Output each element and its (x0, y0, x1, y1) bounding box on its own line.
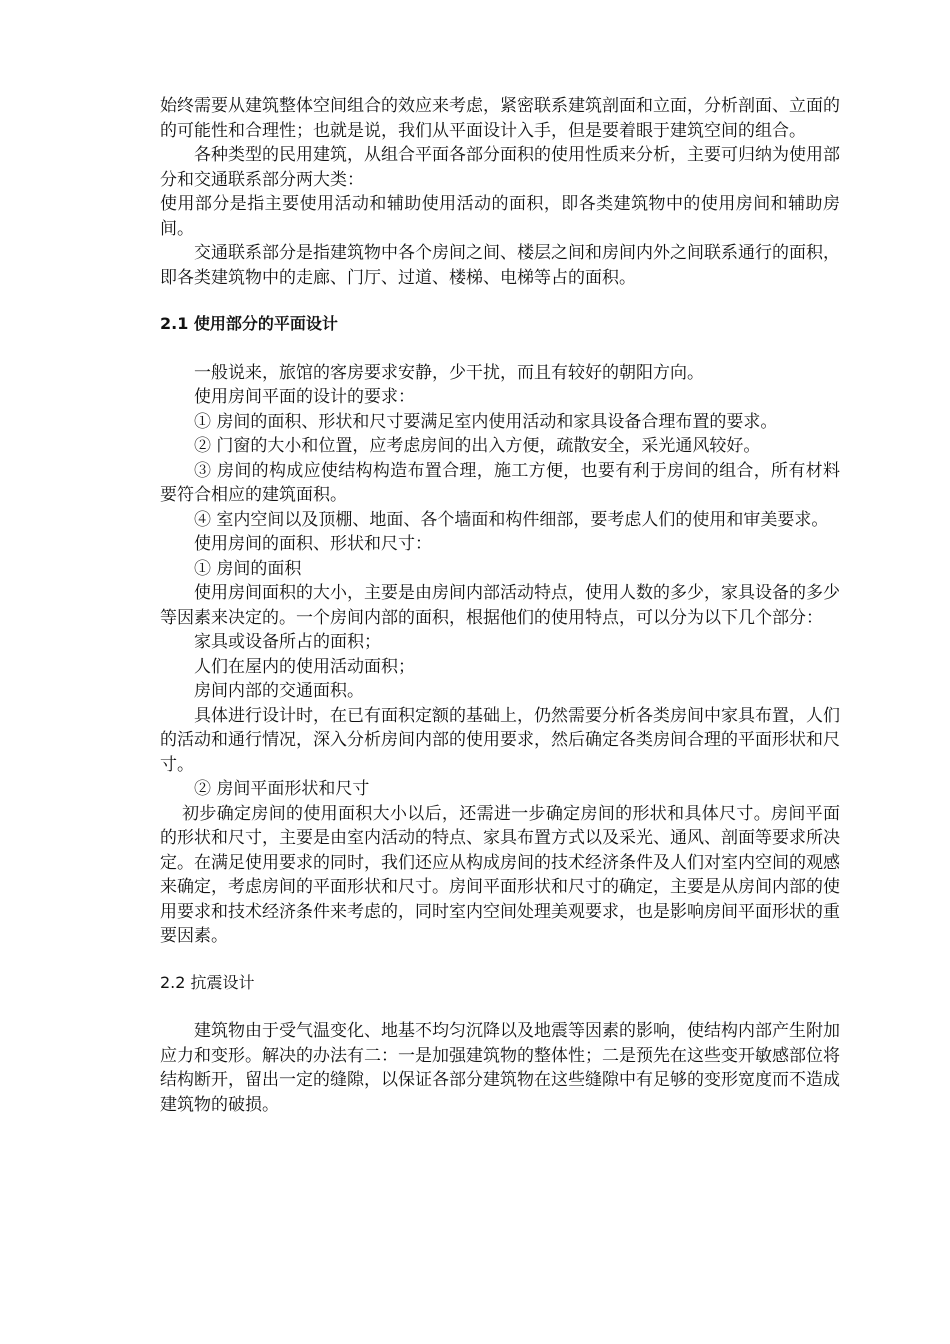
section-heading-2-2: 2.2 抗震设计 (160, 972, 255, 992)
section1-paragraph: 一般说来，旅馆的客房要求安静，少干扰，而且有较好的朝阳方向。 (194, 362, 704, 383)
section2-paragraph: 建筑物由于受气温变化、地基不均匀沉降以及地震等因素的影响，使结构内部产生附加应力和变形。解决的办法有二：一是加强建筑物的整体性；二是预先在这些变开敏感部位将结构断开，留出一定的缝隙，以保证各部分建筑物在这些缝隙中有足够的变形宽度而不造成建筑物的破损。 (160, 1021, 840, 1115)
section1-paragraph: 使用房间平面的设计的要求： (194, 387, 415, 407)
intro-paragraph-2: 各种类型的民用建筑，从组合平面各部分面积的使用性质来分析，主要可归纳为使用部分和交通联系部分两大类： (160, 145, 840, 190)
section1-list-item: 人们在屋内的使用活动面积； (194, 656, 415, 677)
section1-paragraph: 使用房间面积的大小，主要是由房间内部活动特点，使用人数的多少，家具设备的多少等因素来决定的。一个房间内部的面积，根据他们的使用特点，可以分为以下几个部分： (160, 583, 840, 628)
section-heading-2-1: 2.1 使用部分的平面设计 (160, 314, 338, 333)
section1-list-item: ① 房间的面积、形状和尺寸要满足室内使用活动和家具设备合理布置的要求。 (194, 411, 778, 432)
section1-list-item: ② 门窗的大小和位置，应考虑房间的出入方便，疏散安全，采光通风较好。 (194, 436, 761, 456)
section1-list-item: 房间内部的交通面积。 (194, 681, 364, 701)
section1-list-item: 家具或设备所占的面积； (194, 632, 381, 652)
section1-list-item: ③ 房间的构成应使结构构造布置合理，施工方便，也要有利于房间的组合，所有材料要符合相应的建筑面积。 (160, 460, 840, 505)
section1-paragraph: 具体进行设计时，在已有面积定额的基础上，仍然需要分析各类房间中家具布置，人们的活动和通行情况，深入分析房间内部的使用要求，然后确定各类房间合理的平面形状和尺寸。 (160, 705, 840, 775)
section1-list-item: ④ 室内空间以及顶棚、地面、各个墙面和构件细部，要考虑人们的使用和审美要求。 (194, 509, 829, 530)
intro-paragraph-4: 交通联系部分是指建筑物中各个房间之间、楼层之间和房间内外之间联系通行的面积，即各类建筑物中的走廊、门厅、过道、楼梯、电梯等占的面积。 (160, 243, 840, 288)
section1-paragraph: 使用房间的面积、形状和尺寸： (194, 534, 432, 554)
section1-subheading: ② 房间平面形状和尺寸 (194, 779, 370, 799)
section1-subheading: ① 房间的面积 (194, 558, 302, 579)
document-body (160, 94, 840, 1117)
intro-paragraph-1: 始终需要从建筑整体空间组合的效应来考虑，紧密联系建筑剖面和立面，分析剖面、立面的的可能性和合理性；也就是说，我们从平面设计入手，但是要着眼于建筑空间的组合。 (160, 96, 840, 141)
intro-paragraph-3: 使用部分是指主要使用活动和辅助使用活动的面积，即各类建筑物中的使用房间和辅助房间。 (160, 194, 840, 239)
section1-long-paragraph: 初步确定房间的使用面积大小以后，还需进一步确定房间的形状和具体尺寸。房间平面的形状和尺寸，主要是由室内活动的特点、家具布置方式以及采光、通风、剖面等要求所决定。在满足使用要求的同时，我们还应从构成房间的技术经济条件及人们对室内空间的观感来确定，考虑房间的平面形状和尺寸。房间平面形状和尺寸的确定，主要是从房间内部的使用要求和技术经济条件来考虑的，同时室内空间处理美观要求，也是影响房间平面形状的重要因素。 (160, 803, 840, 946)
